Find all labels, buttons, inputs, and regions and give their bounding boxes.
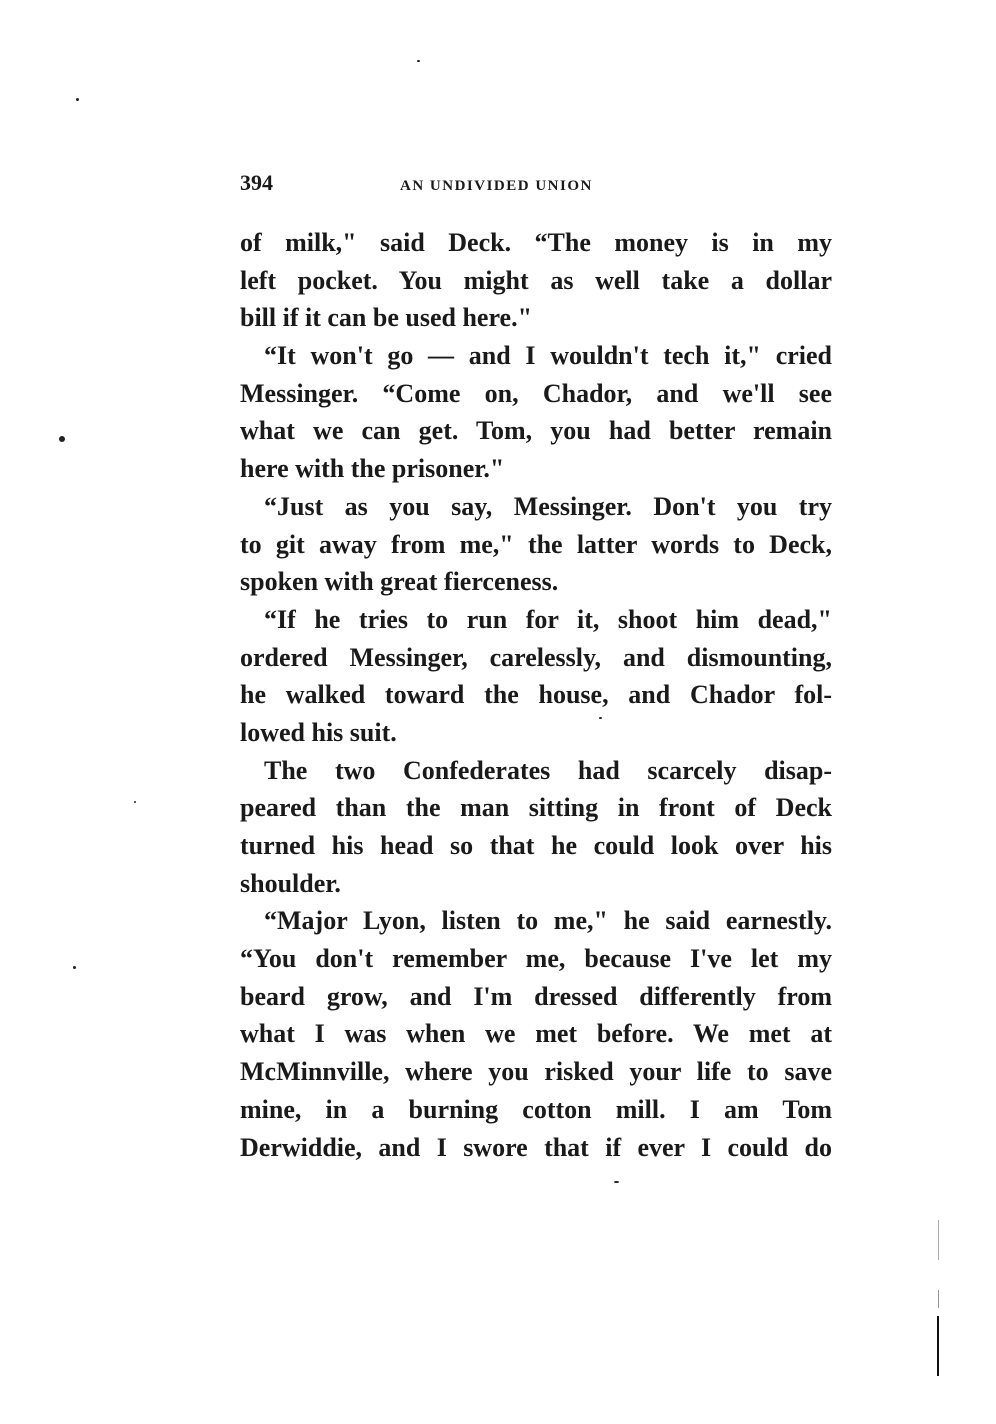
text-line: bill if it can be used here." — [240, 303, 533, 333]
scan-edge-mark — [938, 1220, 939, 1260]
text-line: of milk," said Deck. “The money is in my — [240, 228, 832, 257]
text-line: Messinger. “Come on, Chador, and we'll see — [240, 378, 832, 408]
page-number: 394 — [240, 170, 273, 195]
text-line: ordered Messinger, carelessly, and dismounting, — [240, 642, 832, 672]
text-line: he walked toward the house, and Chador fol- — [240, 680, 832, 710]
text-line: The two Confederates had scarcely disap- — [264, 755, 832, 785]
text-line: Derwiddie, and I swore that if ever I could do — [240, 1132, 832, 1162]
scan-speck — [599, 717, 602, 719]
text-line: “It won't go — and I wouldn't tech it," cried — [264, 341, 832, 371]
text-line: McMinnville, where you risked your life to save — [240, 1057, 832, 1087]
scan-speck — [134, 801, 136, 803]
text-line: what I was when we met before. We met at — [240, 1019, 832, 1049]
scan-speck — [59, 436, 65, 442]
text-line: lowed his suit. — [240, 717, 397, 747]
text-line: what we can get. Tom, you had better remain — [240, 416, 832, 446]
body-text — [240, 224, 832, 1166]
text-line: “You don't remember me, because I've let my — [240, 944, 832, 974]
scan-edge-mark — [938, 1290, 939, 1308]
scan-speck — [73, 966, 76, 969]
text-line: spoken with great fierceness. — [240, 567, 559, 597]
scan-speck — [614, 1181, 619, 1183]
text-line: “If he tries to run for it, shoot him dead," — [264, 604, 832, 634]
scan-speck — [417, 60, 420, 62]
text-line: here with the prisoner." — [240, 454, 505, 484]
text-line: mine, in a burning cotton mill. I am Tom — [240, 1094, 832, 1124]
running-title: AN UNDIVIDED UNION — [400, 178, 593, 194]
text-line: to git away from me," the latter words to Deck, — [240, 529, 832, 559]
scan-edge-mark — [937, 1316, 939, 1376]
text-line: “Just as you say, Messinger. Don't you try — [264, 491, 832, 521]
text-line: peared than the man sitting in front of Deck — [240, 793, 832, 823]
text-line: turned his head so that he could look over his — [240, 831, 832, 860]
text-line: beard grow, and I'm dressed differently from — [240, 981, 832, 1011]
text-line: left pocket. You might as well take a dollar — [240, 265, 832, 295]
scan-speck — [76, 98, 79, 101]
text-line: shoulder. — [240, 868, 341, 898]
running-head — [240, 170, 832, 200]
text-line: “Major Lyon, listen to me," he said earnestly. — [264, 906, 832, 936]
